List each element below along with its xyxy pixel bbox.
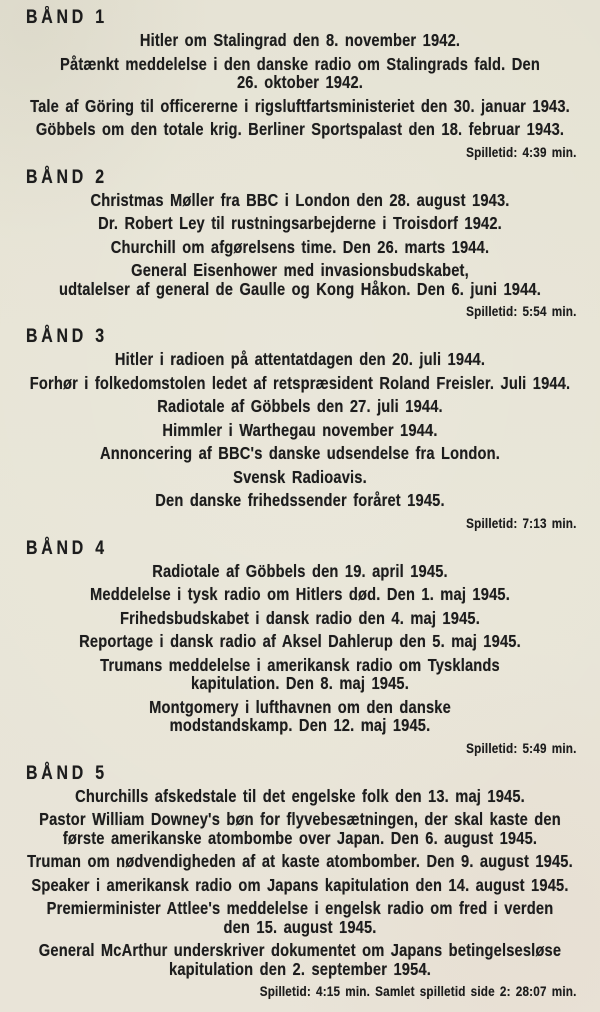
program-entry-line: Churchill om afgørelsens time. Den 26. marts 1944. <box>110 236 490 257</box>
program-entry <box>0 261 600 298</box>
program-entry <box>0 562 600 581</box>
band-section <box>0 539 600 756</box>
program-entry <box>0 876 600 895</box>
program-entry <box>0 852 600 871</box>
program-entry <box>0 350 600 369</box>
band-title: BÅND 5 <box>25 762 108 784</box>
program-entry <box>0 941 600 978</box>
playing-time-label: Spilletid: 5:49 min. <box>466 739 577 756</box>
program-entry-line: Meddelelse i tysk radio om Hitlers død. Den 1. maj 1945. <box>90 584 510 604</box>
program-entry <box>0 491 600 510</box>
program-entry <box>0 55 600 92</box>
band-title: BÅND 3 <box>25 326 108 347</box>
program-entry-line: Himmler i Warthegau november 1944. <box>162 419 438 440</box>
program-entry <box>0 468 600 487</box>
program-entry <box>0 656 600 693</box>
program-entry-line: Radiotale af Göbbels den 19. april 1945. <box>152 560 448 581</box>
program-entry-line: Forhør i folkedomstolen ledet af retspræsident Roland Freisler. Juli 1944. <box>29 372 571 393</box>
program-entry-line: General Eisenhower med invasionsbudskabet, <box>131 260 469 280</box>
program-entry <box>0 632 600 651</box>
program-entry-line: Göbbels om den totale krig. Berliner Sportspalast den 18. februar 1943. <box>35 119 565 139</box>
band-title: BÅND 2 <box>25 166 108 188</box>
program-entry <box>0 120 600 139</box>
program-entry-line: 26. oktober 1942. <box>236 72 364 92</box>
program-entry-line: Annoncering af BBC's danske udsendelse fra London. <box>99 443 501 463</box>
program-entry-line: Speaker i amerikansk radio om Japans kapitulation den 14. august 1945. <box>31 874 569 895</box>
program-entry-line: Hitler om Stalingrad den 8. november 1942. <box>139 30 461 50</box>
program-entry-line: kapitulation. Den 8. maj 1945. <box>191 673 409 693</box>
program-entry-line: Reportage i dansk radio af Aksel Dahlerup den 5. maj 1945. <box>79 631 521 651</box>
program-entry-line: udtalelser af general de Gaulle og Kong Håkon. Den 6. juni 1944. <box>59 278 541 299</box>
band-title: BÅND 4 <box>25 537 108 559</box>
program-entry-line: Premierminister Attlee's meddelelse i engelsk radio om fred i verden <box>46 898 554 918</box>
program-entry-line: General McArthur underskriver dokumentet om Japans betingelsesløse <box>38 940 562 960</box>
program-entry <box>0 421 600 440</box>
program-entry-line: Christmas Møller fra BBC i London den 28. august 1943. <box>90 189 510 210</box>
program-entry <box>0 698 600 735</box>
program-entry-line: Påtænkt meddelelse i den danske radio om Stalingrads fald. Den <box>60 53 540 74</box>
program-entry-line: Hitler i radioen på attentatdagen den 20. juli 1944. <box>114 349 486 369</box>
program-entry <box>0 191 600 210</box>
program-entry-line: Truman om nødvendigheden af at kaste atombomber. Den 9. august 1945. <box>27 851 573 871</box>
program-entry <box>0 31 600 50</box>
program-entry <box>0 397 600 416</box>
program-entry-line: Montgomery i lufthavnen om den danske <box>149 696 451 717</box>
program-entry <box>0 609 600 628</box>
band-section <box>0 168 600 320</box>
program-entry-line: første amerikanske atombombe over Japan. Den 6. august 1945. <box>62 827 538 848</box>
program-entry-line: Radiotale af Göbbels den 27. juli 1944. <box>157 396 443 416</box>
playing-time-label: Spilletid: 7:13 min. <box>466 514 577 531</box>
program-entry-line: Frihedsbudskabet i dansk radio den 4. maj 1945. <box>120 607 480 628</box>
program-entry-line: Churchills afskedstale til det engelske folk den 13. maj 1945. <box>75 785 525 806</box>
program-entry-line: Dr. Robert Ley til rustningsarbejderne i Troisdorf 1942. <box>98 213 502 233</box>
band-list <box>0 8 600 999</box>
program-entry-line: modstandskamp. Den 12. maj 1945. <box>169 715 431 735</box>
program-entry-line: den 15. august 1945. <box>223 916 377 937</box>
band-section <box>0 327 600 531</box>
band-section <box>0 8 600 160</box>
program-entry <box>0 787 600 806</box>
program-entry-line: Tale af Göring til officererne i rigsluftfartsministeriet den 30. januar 1943. <box>30 95 570 116</box>
program-entry <box>0 238 600 257</box>
band-title: BÅND 1 <box>25 7 108 28</box>
playing-time-label: Spilletid: 4:39 min. <box>466 143 577 160</box>
program-entry <box>0 899 600 936</box>
program-entry-line: Trumans meddelelse i amerikansk radio om Tysklands <box>100 654 500 675</box>
program-entry-line: Pastor William Downey's bøn for flyvebesætningen, der skal kaste den <box>39 809 561 829</box>
program-entry <box>0 214 600 233</box>
program-entry-line: Den danske frihedssender foråret 1945. <box>155 490 445 510</box>
program-entry <box>0 374 600 393</box>
playing-time-label: Spilletid: 5:54 min. <box>466 303 577 319</box>
band-section <box>0 764 600 1000</box>
program-entry <box>0 810 600 847</box>
program-entry-line: kapitulation den 2. september 1954. <box>169 958 432 979</box>
program-entry-line: Svensk Radioavis. <box>233 466 367 487</box>
program-entry <box>0 444 600 463</box>
program-entry <box>0 97 600 116</box>
program-entry <box>0 585 600 604</box>
playing-time-label: Spilletid: 4:15 min. Samlet spilletid side 2: 28:07 min. <box>259 983 577 999</box>
